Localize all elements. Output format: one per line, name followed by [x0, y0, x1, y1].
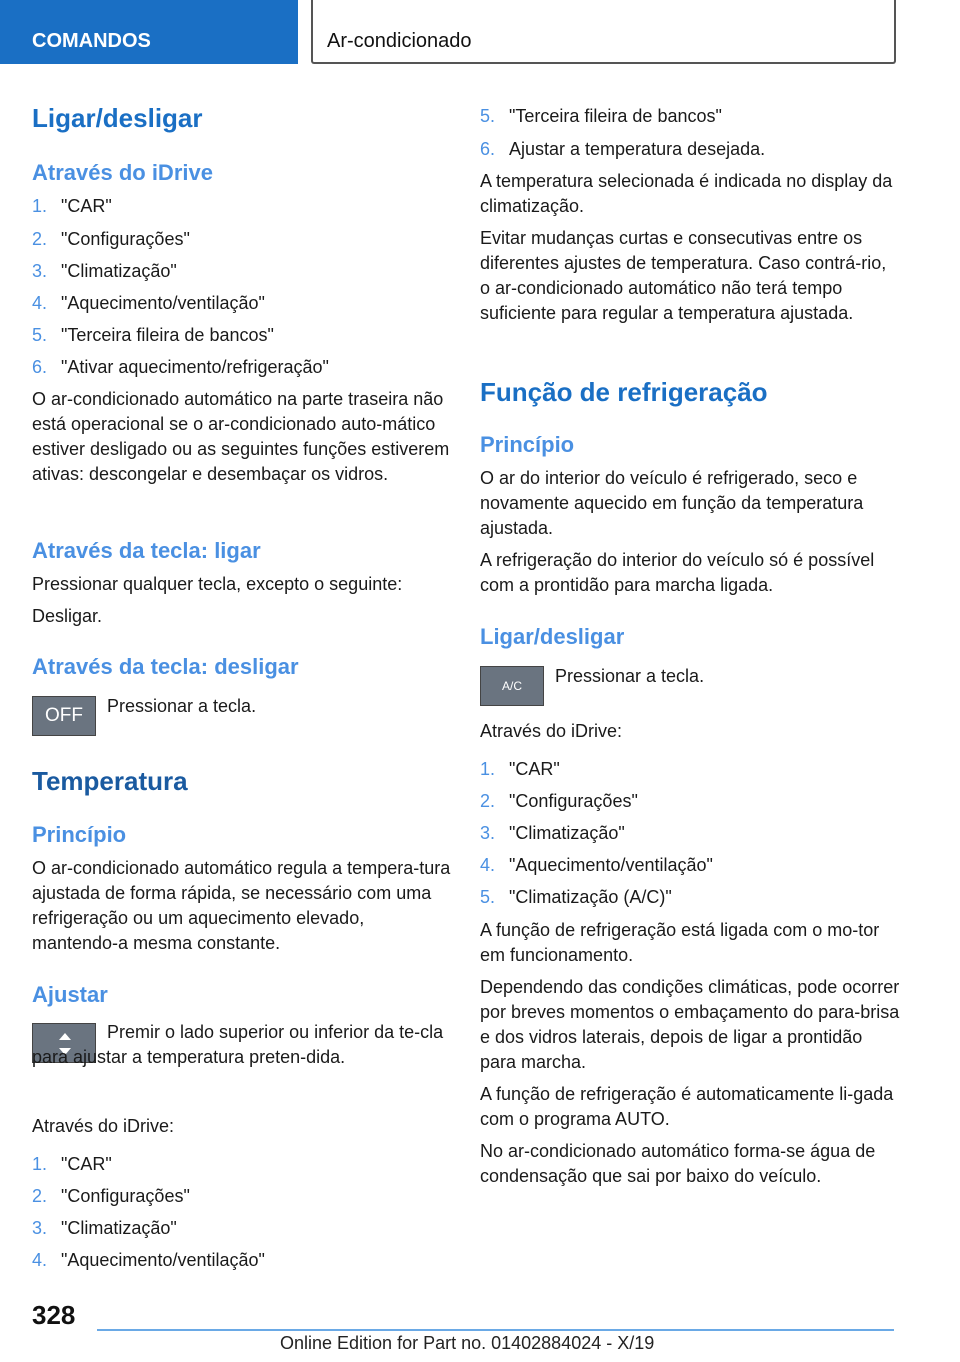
list-item: 5. "Terceira fileira de bancos": [32, 325, 274, 345]
list-item: 4. "Aquecimento/ventilação": [32, 293, 265, 313]
chapter-tab: [311, 0, 896, 64]
subheading-key-off: Através da tecla: desligar: [32, 654, 299, 679]
list-item: 6. Ajustar a temperatura desejada.: [480, 139, 766, 159]
list-item: 2. "Configurações": [32, 229, 190, 249]
list-item: 5. "Climatização (A/C)": [480, 887, 672, 907]
paragraph: A refrigeração do interior do veículo só é possível com a prontidão para marcha ligada.: [480, 550, 875, 595]
list-item: 2. "Configurações": [480, 791, 638, 811]
off-key-image: [32, 696, 96, 736]
page-number: 328: [32, 1300, 76, 1330]
list-item: 2. "Configurações": [32, 1186, 190, 1206]
subheading-idrive: Através do iDrive: [32, 160, 213, 185]
paragraph: O ar-condicionado automático na parte traseira não está operacional se o ar-condicionado auto‐mático estiver desligado ou as seguintes funções estiverem ativas: descongelar e desembaçar os vidros.: [32, 389, 450, 484]
footer-divider: [97, 1329, 894, 1331]
list-item: 3. "Climatização": [480, 823, 625, 843]
heading-temperature: Temperatura: [32, 766, 188, 796]
chapter-title: Ar-condicionado: [327, 30, 472, 52]
list-item: 3. "Climatização": [32, 261, 177, 281]
list-item: 6. "Ativar aquecimento/refrigeração": [32, 357, 329, 377]
heading-onoff: Ligar/desligar: [32, 103, 203, 133]
list-item: 4. "Aquecimento/ventilação": [480, 855, 713, 875]
list-item: 5. "Terceira fileira de bancos": [480, 106, 722, 126]
paragraph: Premir o lado superior ou inferior da te‐cla para ajustar a temperatura preten‐dida.: [32, 1022, 444, 1067]
subheading-principle: Princípio: [480, 432, 575, 457]
list-item: 1. "CAR": [480, 759, 560, 779]
paragraph: Evitar mudanças curtas e consecutivas entre os diferentes ajustes de temperatura. Caso contrá‐rio, o ar-condicionado automático não terá tempo suficiente para regular a temperatura ajustada.: [480, 228, 887, 323]
paragraph: A função de refrigeração é automaticamente li‐gada com o programa AUTO.: [480, 1084, 894, 1129]
paragraph: Pressionar a tecla.: [107, 696, 257, 716]
paragraph: A função de refrigeração está ligada com o mo‐tor em funcionamento.: [480, 920, 880, 965]
paragraph: Pressionar a tecla.: [555, 666, 705, 686]
paragraph: No ar-condicionado automático forma-se água de condensação que sai por baixo do veículo.: [480, 1141, 876, 1186]
subheading-onoff: Ligar/desligar: [480, 624, 625, 649]
ac-key-label: A/C: [501, 679, 522, 693]
section-tab: [0, 0, 298, 64]
paragraph: Dependendo das condições climáticas, pode ocorrer por breves momentos o embaçamento do para-brisa e dos vidros laterais, depois de ligar a prontidão para marcha.: [480, 977, 900, 1072]
paragraph: Pressionar qualquer tecla, excepto o seguinte:: [32, 574, 403, 594]
off-key-label: OFF: [45, 705, 83, 726]
paragraph: Através do iDrive:: [480, 721, 623, 741]
paragraph: Desligar.: [32, 606, 103, 626]
paragraph: Através do iDrive:: [32, 1116, 175, 1136]
subheading-principle: Princípio: [32, 822, 127, 847]
list-item: 1. "CAR": [32, 1154, 112, 1174]
subheading-adjust: Ajustar: [32, 982, 108, 1007]
heading-cooling: Função de refrigeração: [480, 377, 768, 407]
footer-edition: Online Edition for Part no. 01402884024 - X/19: [280, 1333, 655, 1353]
paragraph: O ar-condicionado automático regula a tempera‐tura ajustada de forma rápida, se necessário com uma refrigeração ou um aquecimento elevado, mantendo-a mesma constante.: [32, 858, 451, 953]
subheading-key-on: Através da tecla: ligar: [32, 538, 261, 563]
paragraph: O ar do interior do veículo é refrigerado, seco e novamente aquecido em função da temperatura ajustada.: [480, 468, 864, 538]
list-item: 4. "Aquecimento/ventilação": [32, 1250, 265, 1270]
section-title: COMANDOS: [32, 30, 151, 52]
list-item: 1. "CAR": [32, 196, 112, 216]
paragraph: A temperatura selecionada é indicada no display da climatização.: [480, 171, 893, 216]
list-item: 3. "Climatização": [32, 1218, 177, 1238]
ac-key-image: [480, 666, 544, 706]
